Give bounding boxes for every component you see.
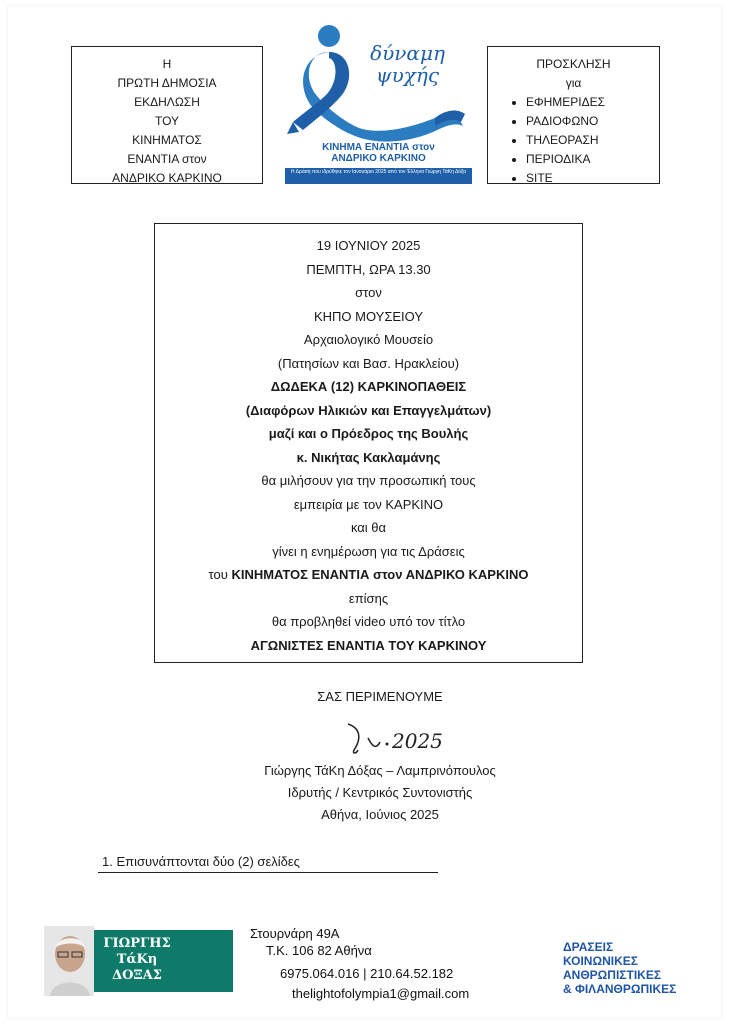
footer-address-street: Στουρνάρη 49Α — [250, 926, 340, 941]
intro-line: ΑΝΔΡΙΚΟ ΚΑΡΚΙΝΟ — [112, 171, 222, 185]
event-intro-box — [71, 46, 263, 184]
event-time: ΠΕΜΠΤΗ, ΩΡΑ 13.30 — [306, 261, 431, 277]
attachment-note: 1. Επισυνάπτονται δύο (2) σελίδες — [102, 854, 300, 869]
closing-signature-block — [230, 760, 530, 826]
intro-line: ΕΝΑΝΤΙΑ στον — [127, 152, 207, 166]
event-address: (Πατησίων και Βασ. Ηρακλείου) — [277, 355, 460, 371]
event-briefing: γίνει η ενημέρωση για τις Δράσεις — [272, 543, 465, 559]
media-item: • ΡΑΔΙΟΦΩΝΟ — [526, 112, 659, 131]
event-video-title: ΑΓΩΝΙΣΤΕΣ ΕΝΑΝΤΙΑ ΤΟΥ ΚΑΡΚΙΝΟΥ — [250, 637, 487, 653]
media-item: • SITE — [526, 169, 659, 188]
event-museum: Αρχαιολογικό Μουσείο — [303, 332, 434, 347]
intro-line: ΤΟΥ — [154, 114, 180, 128]
closing-waiting: ΣΑΣ ΠΕΡΙΜΕΝΟΥΜΕ — [317, 689, 443, 704]
footer-brand — [44, 926, 230, 996]
event-at: στον — [355, 285, 382, 300]
signer-role: Ιδρυτής / Κεντρικός Συντονιστής — [287, 785, 473, 800]
footer-address-postcode: Τ.Κ. 106 82 Αθήνα — [266, 943, 372, 958]
logo-subtitle-line: ΑΝΔΡΙΚΟ ΚΑΡΚΙΝΟ — [331, 153, 426, 164]
event-and: και θα — [350, 520, 387, 535]
portrait-photo — [44, 926, 94, 996]
actions-line: ΚΟΙΝΩΝΙΚΕΣ — [563, 954, 638, 968]
invitation-box — [487, 46, 660, 184]
media-item: • ΠΕΡΙΟΔΙΚΑ — [526, 150, 659, 169]
actions-line: & ΦΙΛΑΝΘΡΩΠΙΚΕΣ — [563, 982, 677, 996]
actions-line: ΔΡΑΣΕΙΣ — [563, 940, 614, 954]
intro-line: ΚΙΝΗΜΑΤΟΣ — [132, 133, 202, 147]
event-talk-line: θα μιλήσουν για την προσωπική τους — [261, 473, 476, 488]
media-list — [488, 93, 659, 188]
footer-actions — [563, 940, 676, 996]
event-with-president: μαζί και ο Πρόεδρος της Βουλής — [268, 426, 469, 441]
divider — [98, 872, 438, 873]
actions-line: ΑΝΘΡΩΠΙΣΤΙΚΕΣ — [563, 968, 662, 982]
event-speakers-detail: (Διαφόρων Ηλικιών και Επαγγελμάτων) — [245, 402, 492, 418]
signer-name: Γιώργης ΤάΚη Δόξας – Λαμπρινόπουλος — [264, 763, 496, 778]
logo-subtitle — [285, 142, 472, 164]
footer-name-line: ΓΙΩΡΓΗΣ — [103, 936, 171, 951]
event-also: επίσης — [348, 590, 389, 606]
movement-logo — [285, 22, 472, 184]
footer-name-line: ΤάΚη — [116, 952, 158, 967]
svg-text:2025: 2025 — [392, 729, 443, 753]
invitation-sub: για — [565, 76, 582, 90]
event-video: θα προβληθεί video υπό τον τίτλο — [271, 614, 466, 629]
event-movement-line — [155, 563, 582, 587]
intro-line: ΕΚΔΗΛΩΣΗ — [134, 95, 200, 109]
event-date: 19 ΙΟΥΝΙΟΥ 2025 — [316, 238, 421, 253]
place-date: Αθήνα, Ιούνιος 2025 — [321, 807, 439, 822]
event-place: ΚΗΠΟ ΜΟΥΣΕΙΟΥ — [313, 308, 424, 324]
invitation-title: ΠΡΟΣΚΛΗΣΗ — [536, 57, 611, 71]
footer-email[interactable]: thelightofolympia1@gmail.com — [292, 986, 470, 1001]
logo-subtitle-line: ΚΙΝΗΜΑ ΕΝΑΝΤΙΑ στον — [322, 142, 435, 153]
event-speakers: ΔΩΔΕΚΑ (12) ΚΑΡΚΙΝΟΠΑΘΕΙΣ — [270, 379, 467, 394]
intro-line: ΠΡΩΤΗ ΔΗΜΟΣΙΑ — [117, 76, 217, 90]
footer-phones: 6975.064.016 | 210.64.52.182 — [280, 966, 454, 981]
event-talk-line: εμπειρία με τον ΚΑΡΚΙΝΟ — [293, 496, 444, 512]
media-item: • ΕΦΗΜΕΡΙΔΕΣ — [526, 93, 659, 112]
footer-name-line: ΔΟΞΑΣ — [112, 968, 162, 983]
logo-script-title: δύναμη ψυχής — [370, 41, 445, 87]
footer-name-box — [91, 930, 233, 992]
intro-line: Η — [162, 57, 172, 71]
event-president-name: κ. Νικήτας Κακλαμάνης — [296, 449, 441, 465]
logo-band: Η Δράση που ιδρύθηκε τον Ιανουάριο 2025 από τον Έλληνα Γιώργη ΤάΚη Δόξα — [285, 168, 472, 184]
event-movement-prefix: του — [208, 567, 228, 582]
media-item: • ΤΗΛΕΟΡΑΣΗ — [526, 131, 659, 150]
event-movement: ΚΙΝΗΜΑΤΟΣ ΕΝΑΝΤΙΑ στον ΑΝΔΡΙΚΟ ΚΑΡΚΙΝΟ — [231, 567, 529, 582]
event-details-box — [154, 223, 583, 663]
footer-name — [91, 936, 183, 984]
handwritten-signature — [340, 720, 460, 760]
